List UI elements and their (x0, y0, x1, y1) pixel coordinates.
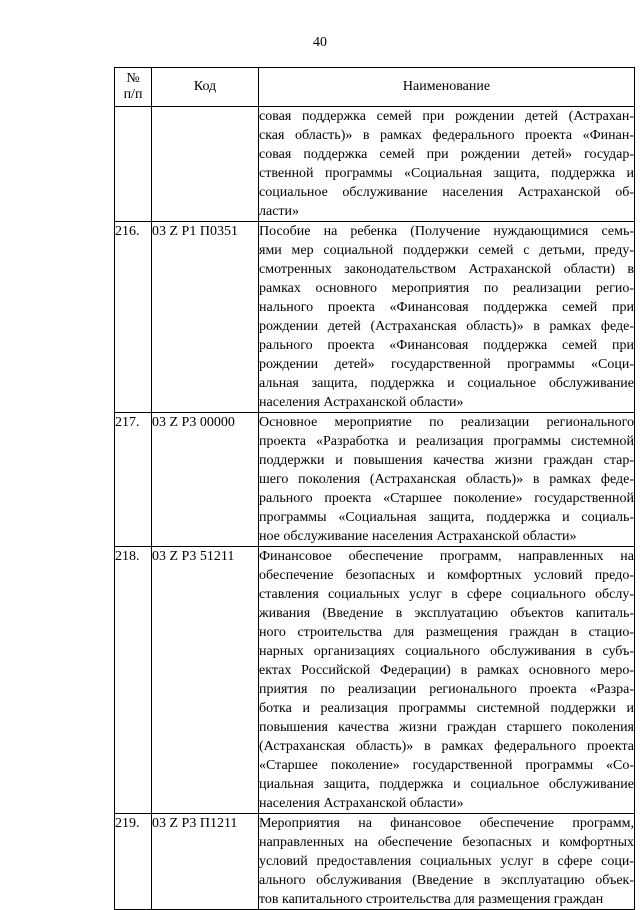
row-code: 03 Z P3 00000 (152, 413, 259, 547)
name-line: рождении детей» государственной программы «Соци- (259, 357, 634, 372)
row-name (259, 413, 635, 547)
name-line: населения Астраханской области» (259, 395, 464, 410)
header-number-label: № п/п (123, 71, 143, 102)
name-line: циальная защита, поддержка и социальное обслуживание (259, 777, 634, 792)
name-line: совая поддержка семей при рождении детей (Астрахан- (259, 109, 634, 124)
name-line: нального проекта «Финансовая поддержка семей при (259, 300, 634, 315)
header-number (115, 68, 152, 107)
name-line: повышения качества жизни граждан старшего поколения (259, 720, 634, 735)
row-number: 219. (115, 814, 152, 910)
name-line: обеспечение безопасных и комфортных условий предо- (259, 568, 634, 583)
table-header-row (115, 68, 635, 107)
name-line: ставления социальных услуг в сфере социального обслу- (259, 587, 634, 602)
row-name (259, 222, 635, 413)
row-name (259, 547, 635, 814)
row-code (152, 107, 259, 222)
name-line: ботка и реализация программы системной поддержки и (259, 701, 634, 716)
name-line: альная защита, поддержка и социальное обслуживание (259, 376, 634, 391)
row-code: 03 Z P3 51211 (152, 547, 259, 814)
name-line: рождении детей (Астраханская область)» в рамках феде- (259, 319, 634, 334)
name-line: социальное обслуживание населения Астраханской об- (259, 185, 634, 200)
name-line: ального обслуживания (Введение в эксплуатацию объек- (259, 873, 634, 888)
name-line: живания (Введение в эксплуатацию объектов капиталь- (259, 606, 634, 621)
table-row (115, 547, 635, 814)
table-row (115, 814, 635, 910)
name-line: проекта «Разработка и реализация программы системной (259, 434, 634, 449)
name-line: шего поколения (Астраханская область)» в рамках феде- (259, 472, 634, 487)
header-code: Код (152, 68, 259, 107)
table-row (115, 107, 635, 222)
name-line: совая поддержка семей при рождении детей» государ- (259, 147, 634, 162)
name-line: поддержки и повышения качества жизни граждан стар- (259, 453, 634, 468)
name-line: ектах Российской Федерации) в рамках основного меро- (259, 663, 634, 678)
name-line: Основное мероприятие по реализации регионального (259, 415, 634, 430)
name-line: нарных организациях социального обслуживания в субъ- (259, 644, 634, 659)
name-line: рамках основного мероприятия по реализации регио- (259, 281, 634, 296)
name-line: ного строительства для размещения граждан в стацио- (259, 625, 634, 640)
row-code: 03 Z P3 П1211 (152, 814, 259, 910)
name-line: Мероприятия на финансовое обеспечение программ, (259, 816, 634, 831)
row-number: 216. (115, 222, 152, 413)
row-name (259, 107, 635, 222)
name-line: ская область)» в рамках федерального проекта «Финан- (259, 128, 634, 143)
name-line: тов капитального строительства для размещения граждан (259, 892, 604, 907)
name-line: условий предоставления социальных услуг в сфере соци- (259, 854, 634, 869)
name-line: приятия по реализации регионального проекта «Разра- (259, 682, 634, 697)
table-row (115, 413, 635, 547)
name-line: направленных на обеспечение безопасных и комфортных (259, 835, 634, 850)
name-line: населения Астраханской области» (259, 796, 464, 811)
row-name (259, 814, 635, 910)
row-code: 03 Z P1 П0351 (152, 222, 259, 413)
name-line: рального проекта «Финансовая поддержка семей при (259, 338, 634, 353)
name-line: ласти» (259, 204, 300, 219)
row-number: 218. (115, 547, 152, 814)
name-line: «Старшее поколение» государственной программы «Со- (259, 758, 634, 773)
name-line: Пособие на ребенка (Получение нуждающимися семь- (259, 224, 634, 239)
classification-table (114, 67, 635, 910)
row-number (115, 107, 152, 222)
name-line: Финансовое обеспечение программ, направленных на (259, 549, 634, 564)
header-name: Наименование (259, 68, 635, 107)
row-number: 217. (115, 413, 152, 547)
name-line: программы «Социальная защита, поддержка и социаль- (259, 510, 634, 525)
name-line: ное обслуживание населения Астраханской области» (259, 529, 577, 544)
name-line: смотренных законодательством Астраханской области) в (259, 262, 634, 277)
name-line: ями мер социальной поддержки семей с детьми, преду- (259, 243, 634, 258)
name-line: рального проекта «Старшее поколение» государственной (259, 491, 634, 506)
page-number: 40 (313, 35, 327, 50)
name-line: (Астраханская область)» в рамках федерального проекта (259, 739, 634, 754)
table-row (115, 222, 635, 413)
name-line: ственной программы «Социальная защита, поддержка и (259, 166, 634, 181)
